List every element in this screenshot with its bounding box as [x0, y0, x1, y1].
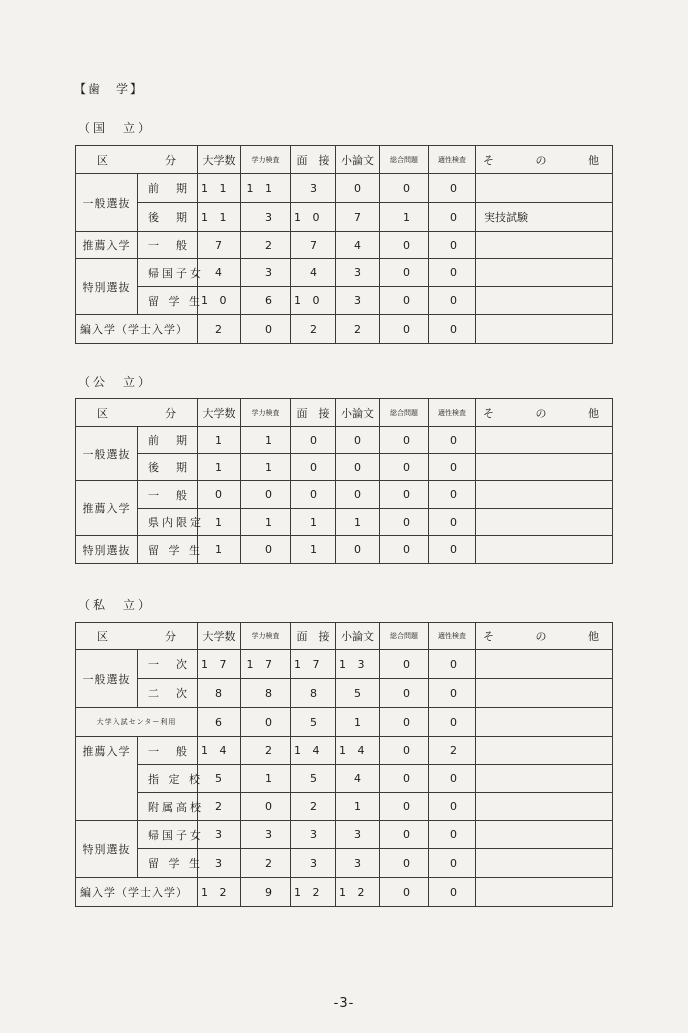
- row-label: 前 期: [138, 427, 198, 454]
- cell-sogo: 0: [380, 454, 429, 481]
- cell-gakuryoku: 1: [241, 427, 291, 454]
- header-sogo: 総合問題: [380, 146, 429, 174]
- cell-mensetsu: 7: [291, 232, 336, 259]
- row-label: 指 定 校: [138, 765, 198, 793]
- cell-gakuryoku: 1 7: [241, 650, 291, 679]
- table-row: [76, 232, 613, 259]
- cell-sogo: 0: [380, 232, 429, 259]
- group-label: 特別選抜: [76, 821, 138, 878]
- cell-shoronbun: 0: [336, 454, 380, 481]
- cell-tekisei: 0: [429, 765, 476, 793]
- cell-daigakusu: 2: [198, 793, 241, 821]
- row-label: 附属高校: [138, 793, 198, 821]
- table-row: [76, 821, 613, 849]
- section-label-private: （私 立）: [78, 598, 154, 612]
- cell-tekisei: 2: [429, 737, 476, 765]
- cell-gakuryoku: 3: [241, 259, 291, 287]
- cell-tekisei: 0: [429, 481, 476, 509]
- cell-sogo: 0: [380, 679, 429, 708]
- cell-gakuryoku: 9: [241, 878, 291, 907]
- cell-shoronbun: 1 3: [336, 650, 380, 679]
- cell-other: [476, 708, 613, 737]
- cell-gakuryoku: 2: [241, 232, 291, 259]
- cell-daigakusu: 2: [198, 315, 241, 344]
- page-heading: 【歯 学】: [74, 82, 145, 96]
- cell-daigakusu: 3: [198, 821, 241, 849]
- row-label: 編入学（学士入学）: [76, 878, 198, 907]
- cell-shoronbun: 1 2: [336, 878, 380, 907]
- header-shoronbun: 小論文: [336, 623, 380, 650]
- cell-daigakusu: 1 1: [198, 203, 241, 232]
- table-row: [76, 708, 613, 737]
- cell-sogo: 0: [380, 650, 429, 679]
- cell-mensetsu: 1: [291, 509, 336, 536]
- cell-mensetsu: 0: [291, 427, 336, 454]
- cell-mensetsu: 1 2: [291, 878, 336, 907]
- cell-sogo: 0: [380, 737, 429, 765]
- cell-gakuryoku: 6: [241, 287, 291, 315]
- table-row: [76, 259, 613, 287]
- cell-mensetsu: 5: [291, 765, 336, 793]
- header-sogo: 総合問題: [380, 623, 429, 650]
- cell-shoronbun: 3: [336, 821, 380, 849]
- cell-shoronbun: 7: [336, 203, 380, 232]
- cell-mensetsu: 2: [291, 793, 336, 821]
- group-label: 特別選抜: [76, 536, 138, 564]
- cell-sogo: 0: [380, 259, 429, 287]
- cell-sogo: 0: [380, 536, 429, 564]
- cell-daigakusu: 1: [198, 427, 241, 454]
- group-label: 大学入試センター利用: [76, 708, 198, 737]
- row-label: 帰国子女: [138, 821, 198, 849]
- cell-daigakusu: 1: [198, 454, 241, 481]
- group-label: 一般選抜: [76, 174, 138, 232]
- cell-tekisei: 0: [429, 536, 476, 564]
- header-other: そ の 他: [476, 623, 613, 650]
- cell-daigakusu: 1: [198, 536, 241, 564]
- cell-daigakusu: 1 4: [198, 737, 241, 765]
- table-row: [76, 454, 613, 481]
- cell-shoronbun: 3: [336, 287, 380, 315]
- cell-other: [476, 454, 613, 481]
- cell-other: [476, 793, 613, 821]
- cell-sogo: 0: [380, 708, 429, 737]
- cell-mensetsu: 4: [291, 259, 336, 287]
- cell-tekisei: 0: [429, 259, 476, 287]
- cell-daigakusu: 7: [198, 232, 241, 259]
- national-table: [75, 145, 613, 344]
- header-gakuryoku: 学力検査: [241, 399, 291, 427]
- header-daigakusu: 大学数: [198, 399, 241, 427]
- cell-sogo: 0: [380, 174, 429, 203]
- group-label: 推薦入学: [76, 481, 138, 536]
- header-kubun: 区 分: [76, 399, 198, 427]
- header-mensetsu: 面 接: [291, 623, 336, 650]
- group-label: 推薦入学: [76, 737, 138, 821]
- table-row: [76, 878, 613, 907]
- header-tekisei: 適性検査: [429, 146, 476, 174]
- table-row: [76, 203, 613, 232]
- cell-mensetsu: 1: [291, 536, 336, 564]
- cell-gakuryoku: 8: [241, 679, 291, 708]
- cell-gakuryoku: 2: [241, 737, 291, 765]
- cell-tekisei: 0: [429, 650, 476, 679]
- header-row: [76, 146, 613, 174]
- cell-tekisei: 0: [429, 203, 476, 232]
- cell-daigakusu: 0: [198, 481, 241, 509]
- cell-gakuryoku: 0: [241, 793, 291, 821]
- cell-sogo: 1: [380, 203, 429, 232]
- cell-other: [476, 765, 613, 793]
- cell-gakuryoku: 1: [241, 454, 291, 481]
- cell-shoronbun: 5: [336, 679, 380, 708]
- cell-sogo: 0: [380, 287, 429, 315]
- cell-daigakusu: 1 2: [198, 878, 241, 907]
- cell-shoronbun: 3: [336, 259, 380, 287]
- table-row: [76, 650, 613, 679]
- cell-tekisei: 0: [429, 427, 476, 454]
- header-other: そ の 他: [476, 146, 613, 174]
- cell-gakuryoku: 0: [241, 481, 291, 509]
- row-label: 前 期: [138, 174, 198, 203]
- cell-shoronbun: 0: [336, 174, 380, 203]
- cell-mensetsu: 0: [291, 481, 336, 509]
- page-number: -3-: [333, 996, 355, 1011]
- section-label-national: （国 立）: [78, 121, 154, 135]
- header-daigakusu: 大学数: [198, 146, 241, 174]
- cell-sogo: 0: [380, 849, 429, 878]
- header-mensetsu: 面 接: [291, 399, 336, 427]
- header-tekisei: 適性検査: [429, 623, 476, 650]
- table-row: [76, 509, 613, 536]
- cell-tekisei: 0: [429, 878, 476, 907]
- cell-shoronbun: 0: [336, 427, 380, 454]
- row-label: 一 般: [138, 737, 198, 765]
- header-kubun: 区 分: [76, 146, 198, 174]
- table-row: [76, 174, 613, 203]
- cell-other: [476, 232, 613, 259]
- cell-tekisei: 0: [429, 287, 476, 315]
- cell-gakuryoku: 3: [241, 821, 291, 849]
- cell-tekisei: 0: [429, 174, 476, 203]
- cell-mensetsu: 1 7: [291, 650, 336, 679]
- cell-tekisei: 0: [429, 821, 476, 849]
- cell-other: [476, 259, 613, 287]
- cell-other: [476, 174, 613, 203]
- row-label: 一 次: [138, 650, 198, 679]
- header-kubun: 区 分: [76, 623, 198, 650]
- cell-mensetsu: 3: [291, 849, 336, 878]
- cell-shoronbun: 1 4: [336, 737, 380, 765]
- table-row: [76, 765, 613, 793]
- header-gakuryoku: 学力検査: [241, 146, 291, 174]
- cell-gakuryoku: 0: [241, 315, 291, 344]
- cell-other: [476, 650, 613, 679]
- row-label: 帰国子女: [138, 259, 198, 287]
- cell-other: [476, 287, 613, 315]
- row-label: 留 学 生: [138, 849, 198, 878]
- row-label: 留 学 生: [138, 287, 198, 315]
- cell-other: [476, 509, 613, 536]
- cell-gakuryoku: 2: [241, 849, 291, 878]
- cell-other: [476, 878, 613, 907]
- cell-daigakusu: 8: [198, 679, 241, 708]
- row-label: 県内限定: [138, 509, 198, 536]
- cell-gakuryoku: 3: [241, 203, 291, 232]
- header-mensetsu: 面 接: [291, 146, 336, 174]
- section-label-public: （公 立）: [78, 375, 154, 389]
- cell-mensetsu: 2: [291, 315, 336, 344]
- cell-mensetsu: 1 0: [291, 287, 336, 315]
- group-label: 推薦入学: [76, 232, 138, 259]
- cell-daigakusu: 3: [198, 849, 241, 878]
- cell-sogo: 0: [380, 427, 429, 454]
- cell-mensetsu: 1 0: [291, 203, 336, 232]
- group-label: 一般選抜: [76, 427, 138, 481]
- table-row: [76, 536, 613, 564]
- row-label: 後 期: [138, 203, 198, 232]
- cell-sogo: 0: [380, 821, 429, 849]
- table-row: [76, 793, 613, 821]
- cell-tekisei: 0: [429, 849, 476, 878]
- row-label: 後 期: [138, 454, 198, 481]
- cell-mensetsu: 0: [291, 454, 336, 481]
- cell-shoronbun: 4: [336, 232, 380, 259]
- cell-gakuryoku: 0: [241, 708, 291, 737]
- cell-daigakusu: 4: [198, 259, 241, 287]
- public-table: [75, 398, 613, 564]
- cell-sogo: 0: [380, 315, 429, 344]
- cell-sogo: 0: [380, 509, 429, 536]
- cell-gakuryoku: 1: [241, 765, 291, 793]
- cell-daigakusu: 5: [198, 765, 241, 793]
- row-label: 一 般: [138, 232, 198, 259]
- header-sogo: 総合問題: [380, 399, 429, 427]
- header-shoronbun: 小論文: [336, 146, 380, 174]
- cell-mensetsu: 3: [291, 821, 336, 849]
- cell-other: [476, 849, 613, 878]
- row-label: 編入学（学士入学）: [76, 315, 198, 344]
- cell-tekisei: 0: [429, 509, 476, 536]
- cell-tekisei: 0: [429, 315, 476, 344]
- table-row: [76, 427, 613, 454]
- cell-other: [476, 315, 613, 344]
- group-label: 特別選抜: [76, 259, 138, 315]
- cell-shoronbun: 2: [336, 315, 380, 344]
- cell-daigakusu: 1 1: [198, 174, 241, 203]
- row-label: 二 次: [138, 679, 198, 708]
- cell-gakuryoku: 0: [241, 536, 291, 564]
- header-tekisei: 適性検査: [429, 399, 476, 427]
- cell-other: [476, 737, 613, 765]
- row-label: 留 学 生: [138, 536, 198, 564]
- cell-other: 実技試験: [476, 203, 613, 232]
- cell-mensetsu: 1 4: [291, 737, 336, 765]
- cell-shoronbun: 0: [336, 536, 380, 564]
- cell-mensetsu: 8: [291, 679, 336, 708]
- cell-other: [476, 821, 613, 849]
- header-row: [76, 623, 613, 650]
- row-label: 一 般: [138, 481, 198, 509]
- header-gakuryoku: 学力検査: [241, 623, 291, 650]
- group-label: 一般選抜: [76, 650, 138, 708]
- cell-other: [476, 427, 613, 454]
- cell-daigakusu: 1: [198, 509, 241, 536]
- cell-shoronbun: 0: [336, 481, 380, 509]
- table-row: [76, 849, 613, 878]
- header-daigakusu: 大学数: [198, 623, 241, 650]
- cell-shoronbun: 4: [336, 765, 380, 793]
- cell-mensetsu: 5: [291, 708, 336, 737]
- cell-daigakusu: 1 0: [198, 287, 241, 315]
- cell-shoronbun: 3: [336, 849, 380, 878]
- cell-sogo: 0: [380, 481, 429, 509]
- cell-shoronbun: 1: [336, 708, 380, 737]
- cell-daigakusu: 6: [198, 708, 241, 737]
- table-row: [76, 679, 613, 708]
- cell-mensetsu: 3: [291, 174, 336, 203]
- cell-shoronbun: 1: [336, 793, 380, 821]
- cell-other: [476, 481, 613, 509]
- table-row: [76, 481, 613, 509]
- cell-sogo: 0: [380, 878, 429, 907]
- cell-gakuryoku: 1 1: [241, 174, 291, 203]
- cell-other: [476, 536, 613, 564]
- cell-gakuryoku: 1: [241, 509, 291, 536]
- cell-other: [476, 679, 613, 708]
- cell-tekisei: 0: [429, 679, 476, 708]
- table-row: [76, 287, 613, 315]
- cell-sogo: 0: [380, 793, 429, 821]
- cell-sogo: 0: [380, 765, 429, 793]
- table-row: [76, 737, 613, 765]
- cell-daigakusu: 1 7: [198, 650, 241, 679]
- header-other: そ の 他: [476, 399, 613, 427]
- cell-shoronbun: 1: [336, 509, 380, 536]
- private-table: [75, 622, 613, 907]
- header-row: [76, 399, 613, 427]
- cell-tekisei: 0: [429, 708, 476, 737]
- cell-tekisei: 0: [429, 232, 476, 259]
- table-row: [76, 315, 613, 344]
- cell-tekisei: 0: [429, 793, 476, 821]
- header-shoronbun: 小論文: [336, 399, 380, 427]
- cell-tekisei: 0: [429, 454, 476, 481]
